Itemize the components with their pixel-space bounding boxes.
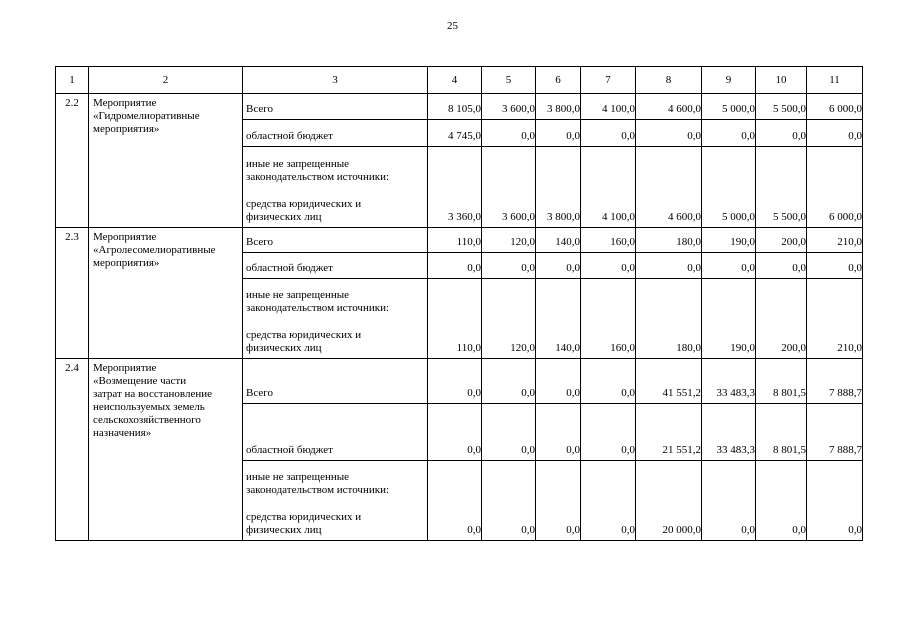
value-cell: 0,0	[756, 120, 807, 147]
value-cell: 0,0	[702, 120, 756, 147]
column-header: 9	[702, 67, 756, 94]
value-cell: 0,0	[636, 120, 702, 147]
column-header: 3	[243, 67, 428, 94]
value-cell: 5 500,0	[756, 147, 807, 228]
value-cell: 0,0	[807, 461, 863, 541]
funding-source	[243, 120, 428, 147]
value-cell: 0,0	[482, 461, 536, 541]
text-line: иные не запрещенные	[246, 289, 350, 301]
text-line: физических лиц	[246, 211, 322, 223]
column-header: 1	[56, 67, 89, 94]
text-line: мероприятия»	[93, 257, 160, 269]
value-cell: 0,0	[482, 253, 536, 279]
value-cell: 110,0	[428, 228, 482, 253]
text-line: «Гидромелиоративные	[93, 110, 200, 122]
text-line: затрат на восстановление	[93, 388, 213, 400]
text-line: областной бюджет	[246, 262, 333, 274]
value-cell: 4 600,0	[636, 94, 702, 120]
text-line: иные не запрещенные	[246, 471, 350, 483]
text-line: назначения»	[93, 427, 152, 439]
text-line: Всего	[246, 236, 273, 248]
text-line: неиспользуемых земель	[93, 401, 205, 413]
column-header: 6	[536, 67, 581, 94]
value-cell: 0,0	[536, 359, 581, 404]
funding-source	[243, 228, 428, 253]
activity-number: 2.4	[56, 359, 89, 541]
value-cell: 180,0	[636, 279, 702, 359]
value-cell: 3 800,0	[536, 147, 581, 228]
value-cell: 8 105,0	[428, 94, 482, 120]
column-header: 7	[581, 67, 636, 94]
text-line: законодательством источники:	[246, 302, 390, 314]
activity-number: 2.3	[56, 228, 89, 359]
value-cell: 0,0	[702, 461, 756, 541]
value-cell: 3 600,0	[482, 147, 536, 228]
value-cell: 0,0	[428, 404, 482, 461]
text-line: средства юридических и	[246, 511, 362, 523]
text-line: «Агролесомелиоративные	[93, 244, 216, 256]
text-line: Всего	[246, 387, 273, 399]
table-row	[56, 228, 863, 253]
value-cell: 140,0	[536, 279, 581, 359]
column-header: 8	[636, 67, 702, 94]
value-cell: 180,0	[636, 228, 702, 253]
value-cell: 3 360,0	[428, 147, 482, 228]
budget-table	[55, 66, 863, 541]
funding-source	[243, 94, 428, 120]
value-cell: 0,0	[536, 404, 581, 461]
funding-source	[243, 359, 428, 404]
text-line: Мероприятие	[93, 362, 157, 374]
activity-name	[89, 228, 243, 359]
value-cell: 6 000,0	[807, 94, 863, 120]
value-cell: 5 000,0	[702, 147, 756, 228]
value-cell: 8 801,5	[756, 404, 807, 461]
activity-name	[89, 94, 243, 228]
value-cell: 140,0	[536, 228, 581, 253]
value-cell: 0,0	[428, 359, 482, 404]
value-cell: 4 600,0	[636, 147, 702, 228]
value-cell: 21 551,2	[636, 404, 702, 461]
value-cell: 41 551,2	[636, 359, 702, 404]
value-cell: 8 801,5	[756, 359, 807, 404]
value-cell: 20 000,0	[636, 461, 702, 541]
table-row	[56, 359, 863, 404]
value-cell: 120,0	[482, 228, 536, 253]
value-cell: 0,0	[482, 359, 536, 404]
value-cell: 160,0	[581, 279, 636, 359]
column-header: 11	[807, 67, 863, 94]
text-line: областной бюджет	[246, 130, 333, 142]
text-line: иные не запрещенные	[246, 158, 350, 170]
value-cell: 200,0	[756, 279, 807, 359]
value-cell: 4 100,0	[581, 94, 636, 120]
value-cell: 0,0	[581, 120, 636, 147]
value-cell: 0,0	[482, 404, 536, 461]
text-line: средства юридических и	[246, 198, 362, 210]
funding-source	[243, 279, 428, 359]
activity-name	[89, 359, 243, 541]
value-cell: 0,0	[536, 253, 581, 279]
value-cell: 0,0	[702, 253, 756, 279]
value-cell: 0,0	[807, 253, 863, 279]
value-cell: 6 000,0	[807, 147, 863, 228]
value-cell: 0,0	[428, 253, 482, 279]
value-cell: 33 483,3	[702, 359, 756, 404]
value-cell: 33 483,3	[702, 404, 756, 461]
value-cell: 0,0	[581, 461, 636, 541]
text-line: законодательством источники:	[246, 171, 390, 183]
text-line: законодательством источники:	[246, 484, 390, 496]
text-line: областной бюджет	[246, 444, 333, 456]
value-cell: 0,0	[581, 253, 636, 279]
value-cell: 0,0	[756, 253, 807, 279]
value-cell: 3 800,0	[536, 94, 581, 120]
text-line: Мероприятие	[93, 97, 157, 109]
value-cell: 0,0	[482, 120, 536, 147]
value-cell: 7 888,7	[807, 359, 863, 404]
column-header: 2	[89, 67, 243, 94]
activity-number: 2.2	[56, 94, 89, 228]
column-header: 4	[428, 67, 482, 94]
value-cell: 0,0	[756, 461, 807, 541]
text-line: сельскохозяйственного	[93, 414, 201, 426]
funding-source	[243, 404, 428, 461]
value-cell: 0,0	[536, 461, 581, 541]
value-cell: 210,0	[807, 279, 863, 359]
text-line: физических лиц	[246, 342, 322, 354]
value-cell: 190,0	[702, 279, 756, 359]
text-line: средства юридических и	[246, 329, 362, 341]
text-line: физических лиц	[246, 524, 322, 536]
value-cell: 120,0	[482, 279, 536, 359]
page-number: 25	[447, 20, 458, 32]
table-row	[56, 94, 863, 120]
value-cell: 3 600,0	[482, 94, 536, 120]
value-cell: 0,0	[807, 120, 863, 147]
text-line: Мероприятие	[93, 231, 157, 243]
value-cell: 4 745,0	[428, 120, 482, 147]
value-cell: 0,0	[536, 120, 581, 147]
value-cell: 0,0	[581, 359, 636, 404]
text-line: мероприятия»	[93, 123, 160, 135]
column-header: 10	[756, 67, 807, 94]
text-line: Всего	[246, 103, 273, 115]
header-row	[56, 67, 863, 94]
funding-source	[243, 461, 428, 541]
value-cell: 0,0	[636, 253, 702, 279]
value-cell: 110,0	[428, 279, 482, 359]
value-cell: 190,0	[702, 228, 756, 253]
column-header: 5	[482, 67, 536, 94]
value-cell: 0,0	[428, 461, 482, 541]
text-line: «Возмещение части	[93, 375, 187, 387]
value-cell: 0,0	[581, 404, 636, 461]
value-cell: 160,0	[581, 228, 636, 253]
value-cell: 5 000,0	[702, 94, 756, 120]
funding-source	[243, 253, 428, 279]
value-cell: 210,0	[807, 228, 863, 253]
value-cell: 5 500,0	[756, 94, 807, 120]
value-cell: 4 100,0	[581, 147, 636, 228]
value-cell: 200,0	[756, 228, 807, 253]
funding-source	[243, 147, 428, 228]
value-cell: 7 888,7	[807, 404, 863, 461]
